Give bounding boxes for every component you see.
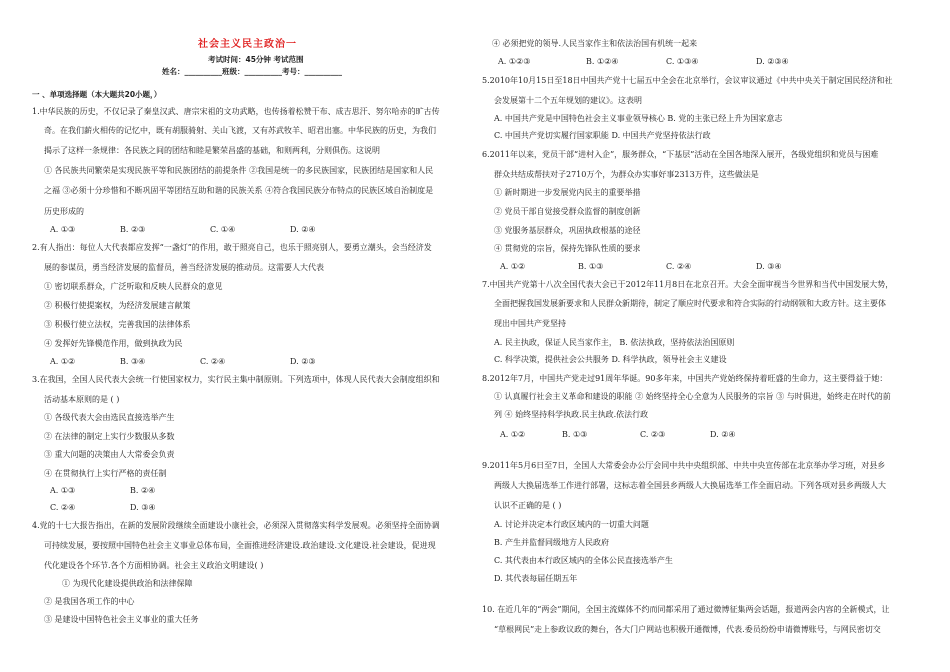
question-5-option-row[interactable]: C. 中国共产党切实履行国家职能 D. 中国共产党坚持依法行政	[494, 131, 711, 140]
question-9-option-b[interactable]: B. 产生并监督同级地方人民政府	[494, 538, 609, 547]
question-8-option-d[interactable]: D. ②④	[710, 430, 736, 439]
question-5-option-row[interactable]: A. 中国共产党是中国特色社会主义事业领导核心 B. 党的主张已经上升为国家意志	[494, 114, 783, 123]
question-2-line: 展的参谋员，勇当经济发展的监督员，善当经济发展的推动员。这需要人大代表	[44, 263, 324, 272]
section-heading: 一 、单项选择题（本大题共20小题，）	[32, 90, 162, 99]
question-9-line: 9.2011年5月6日至7日，全国人大常委会办公厅会同中共中央组织部、中共中央宣传部在北京举办学习班，对县乡	[482, 461, 886, 470]
question-1-option-c[interactable]: C. ①④	[210, 225, 236, 234]
question-1-line: 1.中华民族的历史，不仅记录了秦皇汉武、唐宗宋祖的文功武略，也传扬着松赞干布、成吉思汗、努尔哈赤的旷古传	[32, 107, 440, 116]
question-3-line: 活动基本原则的是 ( )	[44, 395, 120, 404]
question-4-option-a[interactable]: A. ①②③	[498, 57, 531, 66]
question-1-line: 奇。在我们薪火相传的记忆中，既有胡服骑射、关山飞渡，又有苏武牧羊、昭君出塞。中华民族的历史，为我们	[44, 126, 436, 135]
question-6-line: 6.2011年以来，党员干部“进村入企”，服务群众，“下基层”活动在全国各地深入展开，各级党组织和党员与困难	[482, 150, 879, 159]
question-8-line: 列 ④ 始终坚持科学执政.民主执政.依法行政	[494, 410, 649, 419]
question-1-line: 历史形成的	[44, 207, 84, 216]
question-6-option-b[interactable]: B. ①③	[578, 262, 604, 271]
question-4-option-d[interactable]: D. ②③④	[756, 57, 789, 66]
question-6-line: 群众共结成帮扶对子2710万个，为群众办实事好事2313万件，这些做法是	[494, 170, 759, 179]
question-3-option-d[interactable]: D. ③④	[130, 503, 156, 512]
question-3-option-a[interactable]: A. ①③	[50, 486, 76, 495]
question-1-option-a[interactable]: A. ①③	[50, 225, 76, 234]
question-7-line: 全面把握我国发展新要求和人民群众新期待，制定了顺应时代要求和符合实际的行动纲领和大政方针。这主要体	[494, 299, 886, 308]
question-8-option-c[interactable]: C. ②③	[640, 430, 666, 439]
question-8-line: 8.2012年7月，中国共产党走过91周年华诞。90多年来，中国共产党始终保持着旺盛的生命力，这主要得益于她：	[482, 374, 888, 383]
question-2-option-c[interactable]: C. ②④	[200, 357, 226, 366]
page-title: 社会主义民主政治一	[198, 39, 297, 50]
question-2-line: ② 积极行使提案权，为经济发展建言献策	[44, 301, 191, 310]
question-4-line: ① 为现代化建设提供政治和法律保障	[62, 579, 193, 588]
question-7-option-row[interactable]: A. 民主执政，保证人民当家作主， B. 依法执政，坚持依法治国原则	[494, 338, 735, 347]
question-6-option-a[interactable]: A. ①②	[500, 262, 526, 271]
question-3-option-c[interactable]: C. ②④	[50, 503, 76, 512]
question-8-line: ① 认真履行社会主义革命和建设的职能 ② 始终坚持全心全意为人民服务的宗旨 ③ 与时俱进，始终走在时代的前	[494, 392, 891, 401]
question-4-option-c[interactable]: C. ①③④	[666, 57, 699, 66]
question-3-line: 3.在我国，全国人民代表大会统一行使国家权力，实行民主集中制原则。下列选项中，体现人民代表大会制度组织和	[32, 375, 440, 384]
question-4-line: 代化建设各个环节.各个方面相协调。社会主义政治文明建设( )	[44, 561, 264, 570]
question-1-line: ① 各民族共同繁荣是实现民族平等和民族团结的前提条件 ②我国是统一的多民族国家，民族团结是国家和人民	[44, 166, 434, 175]
question-7-option-row[interactable]: C. 科学决策，提供社会公共服务 D. 科学执政，领导社会主义建设	[494, 355, 727, 364]
question-4-line: 4.党的十七大报告指出，在新的发展阶段继续全面建设小康社会，必须深入贯彻落实科学发展观。必须坚持全面协调	[32, 521, 440, 530]
question-2-line: ① 密切联系群众，广泛听取和反映人民群众的意见	[44, 282, 223, 291]
question-2-option-b[interactable]: B. ③④	[120, 357, 146, 366]
question-3-line: ② 在法律的制定上实行少数服从多数	[44, 432, 175, 441]
question-7-line: 7.中国共产党第十八次全国代表大会已于2012年11月8日在北京召开。大会全面审视当今世界和当代中国发展大势，	[482, 280, 894, 289]
question-9-option-a[interactable]: A. 讨论并决定本行政区域内的一切重大问题	[494, 520, 649, 529]
question-6-line: ② 党员干部自觉接受群众监督的制度创新	[494, 207, 641, 216]
question-9-option-d[interactable]: D. 其代表每届任期五年	[494, 574, 578, 583]
question-4-line: ② 是我国各项工作的中心	[44, 597, 135, 606]
exam-info: 考试时间：45分钟 考试范围	[208, 55, 304, 64]
question-1-option-b[interactable]: B. ②③	[120, 225, 146, 234]
question-4-line: ③ 是建设中国特色社会主义事业的重大任务	[44, 615, 199, 624]
question-2-line: ③ 积极行使立法权，完善我国的法律体系	[44, 320, 191, 329]
question-1-option-d[interactable]: D. ②④	[290, 225, 316, 234]
question-10-line: 10. 在近几年的“两会”期间，全国主流媒体不约而同都采用了通过微博征集两会话题，报道两会内容的全新模式，让	[482, 605, 890, 614]
question-6-option-c[interactable]: C. ②④	[666, 262, 692, 271]
question-10-line: “草根网民”走上参政议政的舞台，各大门户网站也积极开通微博，代表.委员纷纷申请微博账号，与网民密切交	[494, 625, 881, 634]
question-3-line: ③ 重大问题的决策由人大常委会负责	[44, 450, 175, 459]
question-1-line: 揭示了这样一条规律：各民族之间的团结和睦是繁荣昌盛的基础，和则两利，分则俱伤。这说明	[44, 146, 380, 155]
question-3-line: ④ 在贯彻执行上实行严格的责任制	[44, 469, 167, 478]
question-2-line: ④ 发挥好先锋模范作用，做到执政为民	[44, 339, 183, 348]
question-6-option-d[interactable]: D. ③④	[756, 262, 782, 271]
question-3-line: ① 各级代表大会由选民直接选举产生	[44, 413, 175, 422]
question-4-option-b[interactable]: B. ①②④	[586, 57, 619, 66]
question-6-line: ① 新时期进一步发展党内民主的重要举措	[494, 188, 641, 197]
question-4-line: 可持续发展，要按照中国特色社会主义事业总体布局，全面推进经济建设.政治建设.文化建设.社会建设，促进现	[44, 541, 436, 550]
question-2-option-a[interactable]: A. ①②	[50, 357, 76, 366]
question-6-line: ③ 党服务基层群众，巩固执政根基的途径	[494, 226, 641, 235]
question-6-line: ④ 贯彻党的宗旨，保持先锋队性质的要求	[494, 244, 641, 253]
question-5-line: 会发展第十二个五年规划的建议》。这表明	[494, 96, 642, 105]
question-1-line: 之福 ③必须十分珍惜和不断巩固平等团结互助和谐的民族关系 ④符合我国民族分布特点的民族区域自治制度是	[44, 186, 434, 195]
question-2-option-d[interactable]: D. ②③	[290, 357, 316, 366]
question-8-option-b[interactable]: B. ①③	[562, 430, 588, 439]
student-info-line: 姓名：__________班级：__________考号：__________	[162, 67, 342, 76]
question-3-option-b[interactable]: B. ②④	[130, 486, 156, 495]
question-9-line: 认识不正确的是 ( )	[494, 501, 562, 510]
question-9-line: 两级人大换届选举工作进行部署，这标志着全国县乡两级人大换届选举工作全面启动。下列各项对县乡两级人大	[494, 481, 886, 490]
question-5-line: 5.2010年10月15日至18日中国共产党十七届五中全会在北京举行，会议审议通过《中共中央关于制定国民经济和社	[482, 76, 893, 85]
question-2-line: 2.有人指出：每位人大代表都应发挥“一盏灯”的作用，敢于照亮自己，也乐于照亮别人，要勇立潮头，会当经济发	[32, 243, 432, 252]
question-7-line: 现出中国共产党坚持	[494, 319, 566, 328]
question-8-option-a[interactable]: A. ①②	[500, 430, 526, 439]
question-9-option-c[interactable]: C. 其代表由本行政区域内的全体公民直接选举产生	[494, 556, 673, 565]
question-4-line: ④ 必须把党的领导.人民当家作主和依法治国有机统一起来	[492, 39, 698, 48]
